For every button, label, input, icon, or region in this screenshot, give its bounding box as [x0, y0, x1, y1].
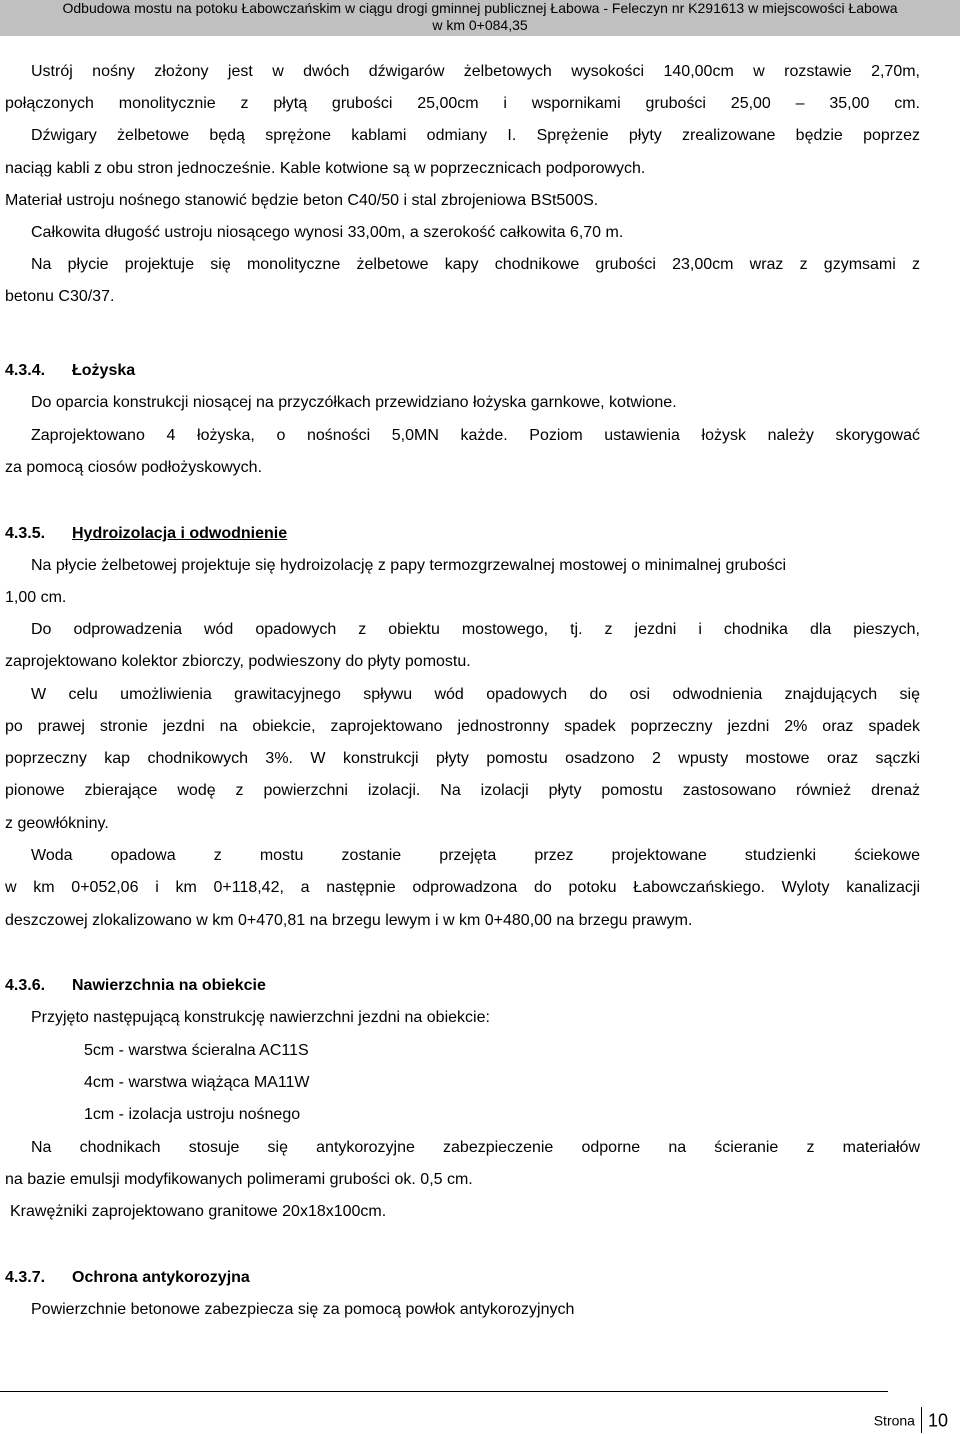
waterproofing-line: pionowe zbierające wodę z powierzchni izolacji. Na izolacji płyty pomostu zastosowano również drenaż — [5, 782, 920, 799]
intro-line: Ustrój nośny złożony jest w dwóch dźwigarów żelbetowych wysokości 140,00cm w rozstawie 2,70m, — [31, 63, 920, 80]
section-number: 4.3.6. — [5, 977, 46, 994]
waterproofing-line: zaprojektowano kolektor zbiorczy, podwieszony do płyty pomostu. — [5, 653, 471, 670]
intro-line: Dźwigary żelbetowe będą sprężone kablami odmiany I. Sprężenie płyty zrealizowane będzie poprzez — [31, 127, 920, 144]
section-title: Nawierzchnia na obiekcie — [72, 977, 266, 994]
surface-line: Na chodnikach stosuje się antykorozyjne zabezpieczenie odporne na ścieranie z materiałów — [31, 1139, 920, 1156]
section-title: Ochrona antykorozyjna — [72, 1269, 250, 1286]
page-label: Strona — [873, 1412, 915, 1429]
section-title: Hydroizolacja i odwodnienie — [72, 525, 288, 542]
surface-layer: 4cm - warstwa wiążąca MA11W — [84, 1074, 310, 1091]
corrosion-line: Powierzchnie betonowe zabezpiecza się za pomocą powłok antykorozyjnych — [31, 1301, 575, 1318]
intro-line: Materiał ustroju nośnego stanowić będzie beton C40/50 i stal zbrojeniowa BSt500S. — [5, 192, 599, 209]
bearings-line: Do oparcia konstrukcji niosącej na przyczółkach przewidziano łożyska garnkowe, kotwione. — [31, 394, 677, 411]
intro-line: połączonych monolitycznie z płytą grubości 25,00cm i wspornikami grubości 25,00 – 35,00 cm. — [5, 95, 920, 112]
section-number: 4.3.4. — [5, 362, 46, 379]
footer-divider — [0, 1391, 888, 1392]
waterproofing-line: poprzeczny kap chodnikowych 3%. W konstrukcji płyty pomostu osadzono 2 wpusty mostowe oraz sączki — [5, 750, 920, 767]
section-heading-corrosion — [5, 1266, 250, 1290]
surface-layer: 5cm - warstwa ścieralna AC11S — [84, 1042, 309, 1059]
bearings-line: za pomocą ciosów podłożyskowych. — [5, 459, 263, 476]
section-number: 4.3.7. — [5, 1269, 46, 1286]
waterproofing-line: Woda opadowa z mostu zostanie przejęta przez projektowane studzienki ściekowe — [31, 847, 920, 864]
bearings-line: Zaprojektowano 4 łożyska, o nośności 5,0MN każde. Poziom ustawienia łożysk należy skorygować — [31, 427, 920, 444]
intro-line: naciąg kabli z obu stron jednocześnie. Kable kotwione są w poprzecznicach podporowych. — [5, 160, 646, 177]
document-header — [0, 0, 960, 36]
waterproofing-line: W celu umożliwienia grawitacyjnego spływu wód opadowych do osi odwodnienia znajdujących się — [31, 686, 920, 703]
section-heading-bearings — [5, 359, 135, 383]
section-heading-waterproofing — [5, 522, 287, 546]
section-number: 4.3.5. — [5, 525, 46, 542]
surface-line: Krawężniki zaprojektowano granitowe 20x18x100cm. — [10, 1203, 387, 1220]
section-heading-surface — [5, 974, 266, 998]
intro-line: Całkowita długość ustroju niosącego wynosi 33,00m, a szerokość całkowita 6,70 m. — [31, 224, 624, 241]
page-footer — [874, 1405, 948, 1433]
page-number: 10 — [927, 1410, 948, 1431]
waterproofing-line: Do odprowadzenia wód opadowych z obiektu mostowego, tj. z jezdni i chodnika dla pieszych, — [31, 621, 920, 638]
surface-intro: Przyjęto następującą konstrukcję nawierzchni jezdni na obiekcie: — [31, 1009, 490, 1026]
intro-line: Na płycie projektuje się monolityczne żelbetowe kapy chodnikowe grubości 23,00cm wraz z gzymsami z — [31, 256, 920, 273]
section-title: Łożyska — [72, 362, 136, 379]
waterproofing-line: po prawej stronie jezdni na obiekcie, zaprojektowano jednostronny spadek poprzeczny jezdni 2% oraz spadek — [5, 718, 920, 735]
intro-line: betonu C30/37. — [5, 288, 115, 305]
surface-line: na bazie emulsji modyfikowanych polimerami grubości ok. 0,5 cm. — [5, 1171, 473, 1188]
header-title-line-1: Odbudowa mostu na potoku Łabowczańskim w ciągu drogi gminnej publicznej Łabowa - Feleczyn nr K291613 w miejscowości Łabowa — [62, 0, 898, 16]
waterproofing-line: w km 0+052,06 i km 0+118,42, a następnie odprowadzona do potoku Łabowczańskiego. Wyloty kanalizacji — [5, 879, 920, 896]
waterproofing-line: Na płycie żelbetowej projektuje się hydroizolację z papy termozgrzewalnej mostowej o minimalnej grubości — [31, 557, 787, 574]
header-title-line-2: w km 0+084,35 — [432, 17, 528, 33]
waterproofing-line: deszczowej zlokalizowano w km 0+470,81 na brzegu lewym i w km 0+480,00 na brzegu prawym. — [5, 912, 693, 929]
footer-separator — [921, 1407, 922, 1433]
waterproofing-line: z geowłókniny. — [5, 815, 109, 832]
waterproofing-line: 1,00 cm. — [5, 589, 67, 606]
surface-layer: 1cm - izolacja ustroju nośnego — [84, 1106, 301, 1123]
